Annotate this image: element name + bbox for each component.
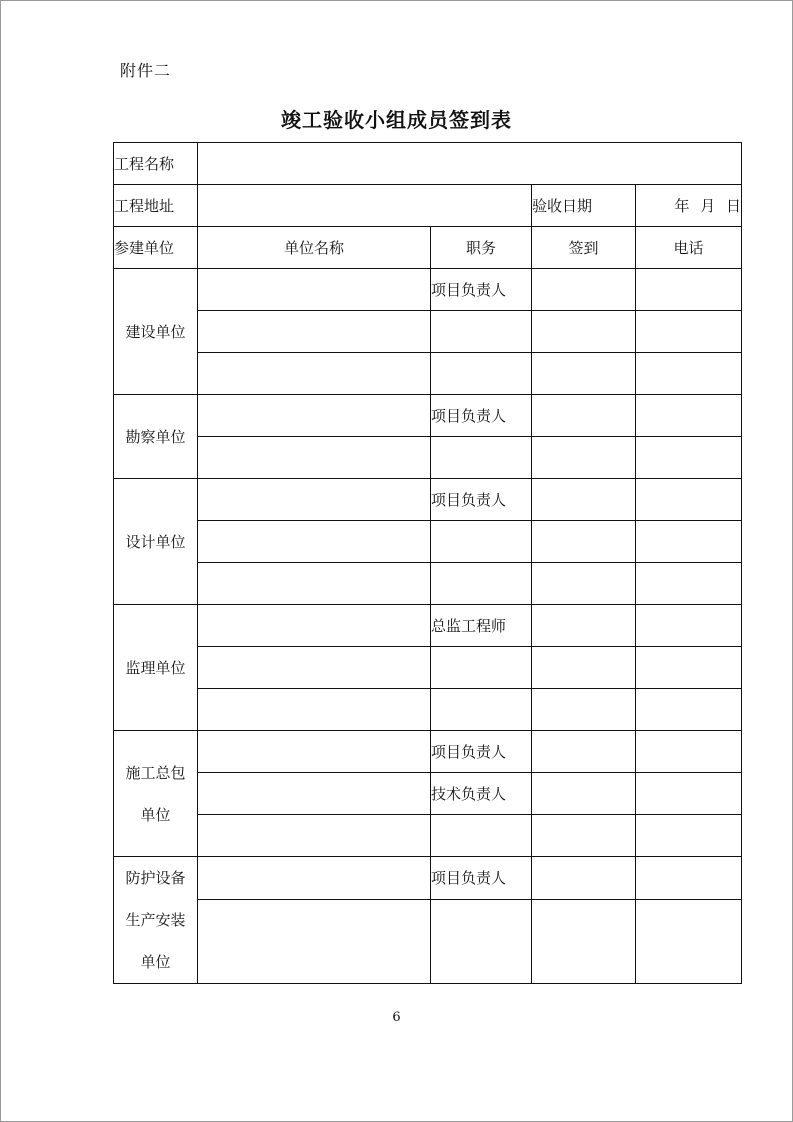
unit-name-cell[interactable] bbox=[198, 479, 431, 521]
table-row bbox=[114, 647, 742, 689]
group-label-line: 单位 bbox=[140, 805, 171, 824]
phone-cell[interactable] bbox=[636, 689, 742, 731]
unit-name-cell[interactable] bbox=[198, 269, 431, 311]
phone-cell[interactable] bbox=[636, 269, 742, 311]
table-row bbox=[114, 899, 742, 983]
sign-in-cell[interactable] bbox=[532, 773, 636, 815]
sign-in-table bbox=[113, 142, 742, 984]
table-row bbox=[114, 689, 742, 731]
sign-in-cell[interactable] bbox=[532, 899, 636, 983]
page-title: 竣工验收小组成员签到表 bbox=[281, 108, 512, 132]
position-cell[interactable] bbox=[431, 437, 532, 479]
acceptance-date-field[interactable]: 年 月 日 bbox=[636, 185, 742, 227]
group-label-line: 防护设备 bbox=[125, 869, 186, 887]
position-cell[interactable]: 项目负责人 bbox=[431, 479, 532, 521]
sign-in-cell[interactable] bbox=[532, 647, 636, 689]
unit-name-cell[interactable] bbox=[198, 899, 431, 983]
phone-cell[interactable] bbox=[636, 899, 742, 983]
phone-cell[interactable] bbox=[636, 311, 742, 353]
phone-cell[interactable] bbox=[636, 731, 742, 773]
phone-cell[interactable] bbox=[636, 647, 742, 689]
sign-in-cell[interactable] bbox=[532, 731, 636, 773]
table-row bbox=[114, 605, 742, 647]
sign-in-cell[interactable] bbox=[532, 479, 636, 521]
unit-name-cell[interactable] bbox=[198, 437, 431, 479]
position-cell[interactable]: 项目负责人 bbox=[431, 395, 532, 437]
column-header-phone: 电话 bbox=[636, 227, 742, 269]
position-cell[interactable] bbox=[431, 647, 532, 689]
sign-in-cell[interactable] bbox=[532, 689, 636, 731]
position-cell[interactable]: 项目负责人 bbox=[431, 269, 532, 311]
group-survey bbox=[114, 395, 198, 479]
column-header-position: 职务 bbox=[431, 227, 532, 269]
position-cell[interactable] bbox=[431, 311, 532, 353]
sign-in-cell[interactable] bbox=[532, 857, 636, 900]
unit-name-cell[interactable] bbox=[198, 395, 431, 437]
unit-name-cell[interactable] bbox=[198, 731, 431, 773]
sign-in-cell[interactable] bbox=[532, 269, 636, 311]
phone-cell[interactable] bbox=[636, 479, 742, 521]
table-row bbox=[114, 857, 742, 900]
table-row bbox=[114, 521, 742, 563]
phone-cell[interactable] bbox=[636, 857, 742, 900]
page-number: 6 bbox=[392, 1010, 401, 1025]
position-cell[interactable]: 项目负责人 bbox=[431, 731, 532, 773]
position-cell[interactable] bbox=[431, 353, 532, 395]
phone-cell[interactable] bbox=[636, 353, 742, 395]
table-row bbox=[114, 563, 742, 605]
project-address-label: 工程地址 bbox=[114, 185, 198, 227]
unit-name-cell[interactable] bbox=[198, 857, 431, 900]
unit-name-cell[interactable] bbox=[198, 353, 431, 395]
sign-in-cell[interactable] bbox=[532, 395, 636, 437]
group-label: 勘察单位 bbox=[125, 427, 186, 446]
project-address-row bbox=[114, 185, 742, 227]
position-cell[interactable] bbox=[431, 899, 532, 983]
position-cell[interactable]: 技术负责人 bbox=[431, 773, 532, 815]
group-supervision bbox=[114, 605, 198, 731]
table-row bbox=[114, 311, 742, 353]
unit-name-cell[interactable] bbox=[198, 311, 431, 353]
unit-name-cell[interactable] bbox=[198, 563, 431, 605]
acceptance-date-label: 验收日期 bbox=[532, 185, 636, 227]
group-construction-owner bbox=[114, 269, 198, 395]
table-row bbox=[114, 437, 742, 479]
unit-name-cell[interactable] bbox=[198, 605, 431, 647]
sign-in-cell[interactable] bbox=[532, 311, 636, 353]
unit-name-cell[interactable] bbox=[198, 773, 431, 815]
sign-in-cell[interactable] bbox=[532, 815, 636, 857]
project-address-field[interactable] bbox=[198, 185, 532, 227]
position-cell[interactable] bbox=[431, 521, 532, 563]
table-row bbox=[114, 479, 742, 521]
project-name-label: 工程名称 bbox=[114, 143, 198, 185]
phone-cell[interactable] bbox=[636, 605, 742, 647]
position-cell[interactable] bbox=[431, 815, 532, 857]
sign-in-cell[interactable] bbox=[532, 521, 636, 563]
group-label-line: 生产安装 bbox=[125, 911, 186, 929]
unit-name-cell[interactable] bbox=[198, 815, 431, 857]
phone-cell[interactable] bbox=[636, 773, 742, 815]
phone-cell[interactable] bbox=[636, 563, 742, 605]
project-name-field[interactable] bbox=[198, 143, 742, 185]
column-header-participant-unit: 参建单位 bbox=[114, 227, 198, 269]
position-cell[interactable] bbox=[431, 563, 532, 605]
phone-cell[interactable] bbox=[636, 437, 742, 479]
group-label-line: 单位 bbox=[140, 953, 171, 971]
sign-in-cell[interactable] bbox=[532, 605, 636, 647]
group-label-line: 施工总包 bbox=[125, 763, 186, 782]
column-header-unit-name: 单位名称 bbox=[198, 227, 431, 269]
group-label: 设计单位 bbox=[125, 532, 186, 551]
table-row bbox=[114, 773, 742, 815]
group-general-contractor bbox=[114, 731, 198, 857]
sign-in-cell[interactable] bbox=[532, 563, 636, 605]
group-protective-equipment bbox=[114, 857, 198, 984]
position-cell[interactable] bbox=[431, 689, 532, 731]
group-label: 监理单位 bbox=[125, 658, 186, 677]
group-label: 建设单位 bbox=[125, 322, 186, 341]
unit-name-cell[interactable] bbox=[198, 689, 431, 731]
column-header-sign-in: 签到 bbox=[532, 227, 636, 269]
phone-cell[interactable] bbox=[636, 521, 742, 563]
attachment-label: 附件二 bbox=[120, 61, 172, 80]
table-row bbox=[114, 815, 742, 857]
sign-in-cell[interactable] bbox=[532, 437, 636, 479]
position-cell[interactable]: 项目负责人 bbox=[431, 857, 532, 900]
sign-in-cell[interactable] bbox=[532, 353, 636, 395]
table-row bbox=[114, 395, 742, 437]
group-design bbox=[114, 479, 198, 605]
table-row bbox=[114, 731, 742, 773]
column-header-row bbox=[114, 227, 742, 269]
table-row bbox=[114, 269, 742, 311]
unit-name-cell[interactable] bbox=[198, 521, 431, 563]
unit-name-cell[interactable] bbox=[198, 647, 431, 689]
table-row bbox=[114, 353, 742, 395]
phone-cell[interactable] bbox=[636, 395, 742, 437]
project-name-row bbox=[114, 143, 742, 185]
position-cell[interactable]: 总监工程师 bbox=[431, 605, 532, 647]
phone-cell[interactable] bbox=[636, 815, 742, 857]
